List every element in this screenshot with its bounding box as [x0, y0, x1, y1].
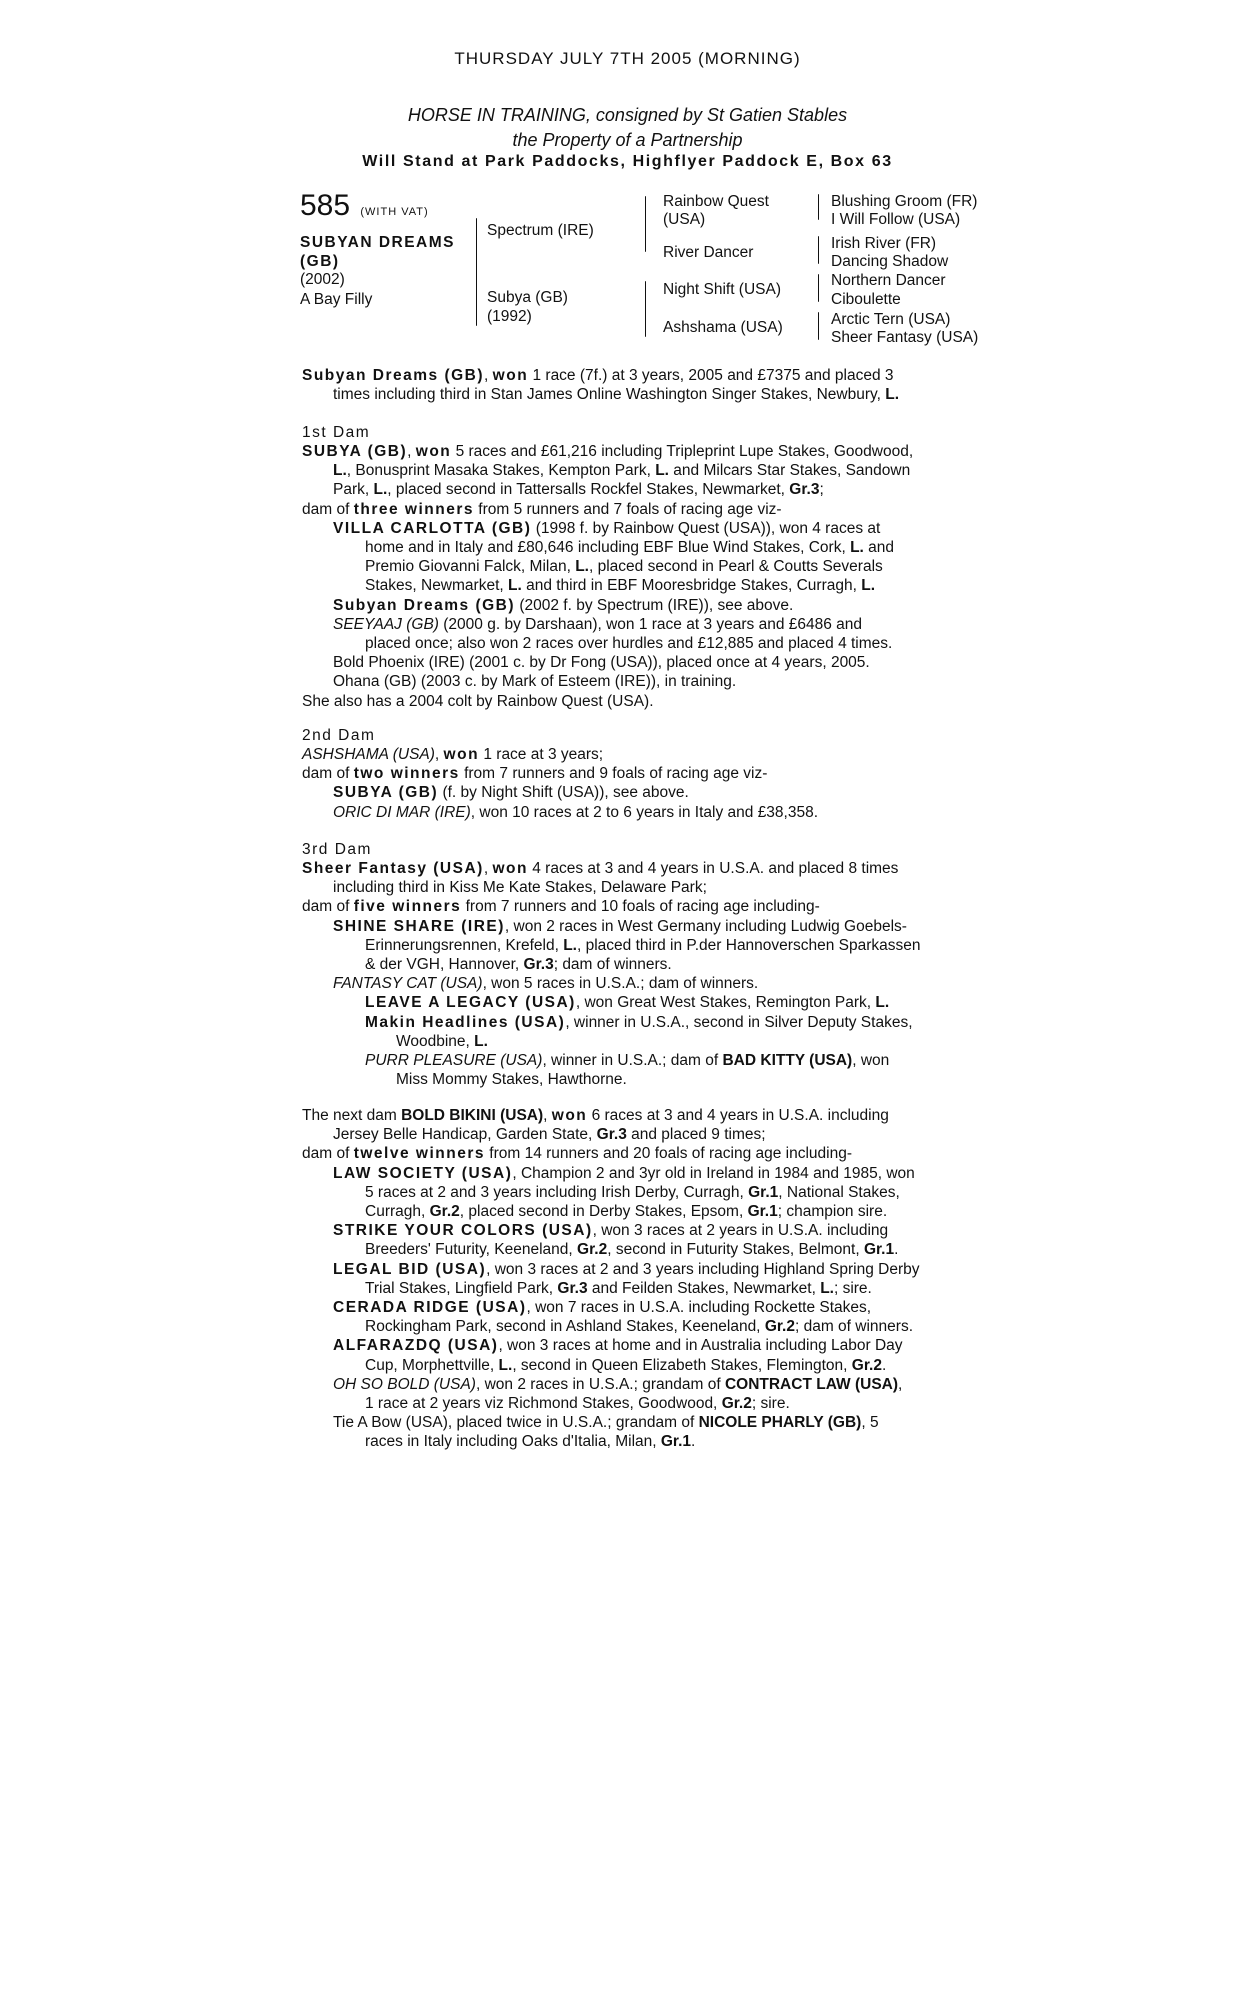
text-run: and Feilden Stakes, Newmarket, — [587, 1279, 821, 1297]
dam-name-ref: SUBYA (GB) — [302, 443, 408, 460]
text-run: from 14 runners and 20 foals of racing age including- — [484, 1145, 853, 1163]
text-run: , — [484, 367, 493, 384]
sd-dam: Dancing Shadow — [831, 253, 949, 270]
ss-sire: Blushing Groom (FR) — [831, 193, 978, 210]
line — [302, 1013, 962, 1032]
progeny-name: LEGAL BID (USA) — [333, 1260, 487, 1278]
grade-label: L. — [861, 577, 876, 595]
text-run: , 5 — [861, 1414, 879, 1432]
text-run: three winners — [353, 500, 474, 518]
text-run: 1 race (7f.) at 3 years, 2005 and £7375 and placed 3 — [528, 367, 894, 384]
pedigree-brace — [818, 274, 819, 302]
text-run: ; dam of winners. — [553, 956, 672, 974]
text-run: The next dam — [302, 1107, 402, 1124]
sd-sire: Irish River (FR) — [831, 235, 937, 252]
text-run: , — [434, 746, 444, 763]
text-run: , placed second in Pearl & Coutts Severals — [588, 558, 883, 576]
line — [302, 897, 962, 916]
line — [302, 557, 962, 576]
grade-label: Gr.2 — [429, 1203, 460, 1221]
text-run: won — [492, 367, 529, 384]
text-run: , winner in U.S.A.; dam of — [542, 1052, 723, 1070]
line — [302, 519, 962, 538]
text-run: , won 3 races at home and in Australia including Labor Day — [498, 1337, 903, 1355]
first-dam-heading: 1st Dam — [302, 424, 371, 441]
line — [302, 461, 962, 480]
line — [302, 803, 962, 822]
text-run: won — [443, 746, 480, 763]
grade-label: Gr.2 — [721, 1395, 752, 1413]
line — [302, 692, 962, 711]
dam-sire: Night Shift (USA) — [663, 281, 782, 298]
text-run: , placed third in P.der Hannoverschen Sparkassen — [576, 936, 921, 954]
sire-dam: River Dancer — [663, 244, 754, 261]
grade-label: L. — [474, 1032, 488, 1050]
line — [302, 859, 962, 878]
dam-name: Subya (GB) — [487, 289, 568, 306]
lot-number: 585 — [300, 189, 351, 222]
progeny-name: STRIKE YOUR COLORS (USA) — [333, 1222, 593, 1240]
line — [302, 1032, 962, 1051]
text-run: Tie A Bow (USA), placed twice in U.S.A.; grandam of — [333, 1414, 699, 1432]
text-run: , — [407, 443, 416, 460]
dam-year: (1992) — [487, 308, 532, 325]
progeny-name: SUBYA (GB) — [333, 784, 439, 802]
text-run: from 7 runners and 9 foals of racing age viz- — [459, 765, 768, 783]
text-run: dam of — [302, 765, 354, 783]
text-run: 1 race at 2 years viz Richmond Stakes, Goodwood, — [365, 1395, 722, 1413]
line — [302, 1413, 962, 1432]
pedigree-brace — [476, 218, 477, 326]
line — [302, 878, 962, 897]
text-run: , National Stakes, — [778, 1183, 900, 1201]
line — [302, 1202, 962, 1221]
grade-label: L. — [373, 481, 388, 499]
dd-dam: Sheer Fantasy (USA) — [831, 329, 979, 346]
progeny-name: VILLA CARLOTTA (GB) — [333, 519, 532, 537]
second-dam-heading: 2nd Dam — [302, 727, 376, 744]
line — [302, 1125, 962, 1144]
line — [302, 936, 962, 955]
sale-date: THURSDAY JULY 7TH 2005 (MORNING) — [454, 49, 801, 68]
text-run: including third in Kiss Me Kate Stakes, Delaware Park; — [333, 879, 707, 897]
first-dam-section — [302, 442, 962, 711]
text-run: races in Italy including Oaks d'Italia, Milan, — [365, 1433, 661, 1451]
text-run: ; dam of winners. — [794, 1318, 914, 1336]
progeny-name: BAD KITTY (USA) — [722, 1052, 853, 1070]
line — [302, 1394, 962, 1413]
progeny-name: PURR PLEASURE (USA) — [365, 1052, 543, 1070]
grade-label: L. — [333, 462, 347, 480]
text-run: (1998 f. by Rainbow Quest (USA)), won 4 races at — [531, 519, 881, 537]
progeny-name: SHINE SHARE (IRE) — [333, 917, 505, 935]
property-line: the Property of a Partnership — [512, 130, 743, 150]
line — [302, 1375, 962, 1394]
grade-label: Gr.2 — [764, 1318, 795, 1336]
line — [302, 1260, 962, 1279]
text-run: , won 2 races in West Germany including Ludwig Goebels- — [504, 917, 907, 935]
grade-label: Gr.1 — [747, 1203, 778, 1221]
text-run: 5 races and £61,216 including Tripleprint Lupe Stakes, Goodwood, — [451, 443, 914, 460]
line — [302, 1164, 962, 1183]
text-run: , won 7 races in U.S.A. including Rockette Stakes, — [526, 1299, 872, 1317]
progeny-name: SEEYAAJ (GB) — [333, 615, 439, 633]
line — [302, 596, 962, 615]
line — [302, 500, 962, 519]
text-run: from 7 runners and 10 foals of racing age including- — [461, 898, 820, 916]
line — [302, 1240, 962, 1259]
text-run: Woodbine, — [396, 1032, 475, 1050]
progeny-name: CERADA RIDGE (USA) — [333, 1299, 527, 1317]
text-run: 4 races at 3 and 4 years in U.S.A. and placed 8 times — [527, 860, 899, 877]
grade-label: L. — [508, 577, 522, 595]
text-run: and — [863, 539, 895, 557]
line — [302, 974, 962, 993]
text-run: She also has a 2004 colt by Rainbow Quest (USA). — [302, 692, 654, 710]
line — [302, 1106, 962, 1125]
text-run: from 5 runners and 7 foals of racing age viz- — [473, 500, 782, 518]
text-run: & der VGH, Hannover, — [365, 956, 524, 974]
text-run: times including third in Stan James Online Washington Singer Stakes, Newbury, — [333, 386, 886, 404]
line — [302, 672, 962, 691]
text-run: , won 3 races at 2 and 3 years including Highland Spring Derby — [486, 1260, 920, 1278]
grade-label: L. — [820, 1279, 834, 1297]
text-run: Park, — [333, 481, 374, 499]
line — [302, 1336, 962, 1355]
grade-label: L. — [563, 936, 577, 954]
text-run: and Milcars Star Stakes, Sandown — [669, 462, 911, 480]
text-run: Curragh, — [365, 1203, 430, 1221]
grade-label: L. — [885, 386, 900, 404]
text-run: Ohana (GB) (2003 c. by Mark of Esteem (IRE)), in training. — [333, 673, 737, 691]
ds-sire: Northern Dancer — [831, 272, 946, 289]
line — [302, 1144, 962, 1163]
text-run: two winners — [353, 765, 460, 783]
horse-description: A Bay Filly — [300, 291, 373, 308]
text-run: ; champion sire. — [777, 1203, 888, 1221]
grade-label: Gr.3 — [523, 956, 554, 974]
third-dam-heading: 3rd Dam — [302, 841, 372, 858]
lot-summary — [302, 366, 962, 404]
line — [302, 783, 962, 802]
progeny-name: ORIC DI MAR (IRE) — [333, 803, 471, 821]
text-run: Jersey Belle Handicap, Garden State, — [333, 1126, 597, 1144]
text-run: , — [543, 1107, 552, 1124]
progeny-name: CONTRACT LAW (USA) — [724, 1375, 899, 1393]
grade-label: L. — [850, 539, 864, 557]
dam-name-ref: ASHSHAMA (USA) — [302, 746, 435, 763]
text-run: , — [898, 1375, 903, 1393]
pedigree-brace — [818, 312, 819, 340]
text-run: 1 race at 3 years; — [479, 746, 604, 763]
dam-name-ref: BOLD BIKINI (USA) — [401, 1107, 544, 1124]
line — [302, 1432, 962, 1451]
text-run: and third in EBF Mooresbridge Stakes, Curragh, — [521, 577, 862, 595]
horse-name-ref: Subyan Dreams (GB) — [302, 367, 485, 384]
line — [302, 442, 962, 461]
lot-number-row — [300, 190, 429, 222]
text-run: Miss Mommy Stakes, Hawthorne. — [396, 1071, 627, 1089]
text-run: and placed 9 times; — [626, 1126, 766, 1144]
text-run: (2000 g. by Darshaan), won 1 race at 3 years and £6486 and — [438, 615, 863, 633]
text-run: , — [483, 860, 493, 877]
grade-label: Gr.2 — [851, 1356, 882, 1374]
horse-name: SUBYAN DREAMS — [300, 234, 456, 251]
text-run: , won 5 races in U.S.A.; dam of winners. — [482, 975, 759, 993]
grade-label: Gr.1 — [748, 1183, 779, 1201]
text-run: placed once; also won 2 races over hurdles and £12,885 and placed 4 times. — [365, 635, 893, 653]
ss-dam: I Will Follow (USA) — [831, 211, 961, 228]
pedigree-brace — [818, 236, 819, 264]
text-run: dam of — [302, 898, 354, 916]
text-run: Premio Giovanni Falck, Milan, — [365, 558, 576, 576]
grade-label: L. — [575, 558, 589, 576]
horse-country: (GB) — [300, 253, 340, 270]
line — [302, 745, 962, 764]
text-run: . — [894, 1241, 899, 1259]
next-dam-section — [302, 1106, 962, 1452]
text-run: , Champion 2 and 3yr old in Ireland in 1984 and 1985, won — [512, 1164, 915, 1182]
pedigree-brace — [645, 281, 646, 337]
line — [302, 764, 962, 783]
progeny-name: LEAVE A LEGACY (USA) — [365, 994, 576, 1012]
text-run: 6 races at 3 and 4 years in U.S.A. including — [587, 1107, 889, 1124]
line — [302, 1183, 962, 1202]
progeny-name: LAW SOCIETY (USA) — [333, 1164, 513, 1182]
text-run: ; — [819, 481, 824, 499]
line — [302, 480, 962, 499]
line — [302, 1279, 962, 1298]
text-run: , won Great West Stakes, Remington Park, — [575, 994, 876, 1012]
progeny-name: Makin Headlines (USA) — [365, 1013, 566, 1031]
text-run: , placed second in Derby Stakes, Epsom, — [459, 1203, 748, 1221]
line — [302, 615, 962, 634]
line — [302, 1298, 962, 1317]
progeny-name: OH SO BOLD (USA) — [333, 1375, 476, 1393]
text-run: ; sire. — [833, 1279, 872, 1297]
grade-label: Gr.3 — [789, 481, 820, 499]
text-run: , second in Queen Elizabeth Stakes, Flemington, — [512, 1356, 852, 1374]
text-run: Trial Stakes, Lingfield Park, — [365, 1279, 558, 1297]
text-run: dam of — [302, 500, 354, 518]
sire-sire: Rainbow Quest — [663, 193, 769, 210]
progeny-name: Subyan Dreams (GB) — [333, 596, 516, 614]
text-run: (f. by Night Shift (USA)), see above. — [438, 784, 689, 802]
line — [302, 993, 962, 1012]
progeny-name: ALFARAZDQ (USA) — [333, 1337, 499, 1355]
grade-label: L. — [875, 994, 890, 1012]
second-dam-section — [302, 745, 962, 822]
text-run: (2002 f. by Spectrum (IRE)), see above. — [515, 596, 794, 614]
dd-sire: Arctic Tern (USA) — [831, 311, 951, 328]
text-run: , placed second in Tattersalls Rockfel Stakes, Newmarket, — [387, 481, 790, 499]
text-run: five winners — [353, 898, 462, 916]
dam-dam: Ashshama (USA) — [663, 319, 783, 336]
grade-label: Gr.1 — [660, 1433, 692, 1451]
line — [302, 1356, 962, 1375]
text-run: Breeders' Futurity, Keeneland, — [365, 1241, 578, 1259]
text-run: 5 races at 2 and 3 years including Irish Derby, Curragh, — [365, 1183, 749, 1201]
grade-label: L. — [498, 1356, 513, 1374]
text-run: , won 3 races at 2 years in U.S.A. including — [592, 1222, 889, 1240]
grade-label: Gr.3 — [596, 1126, 627, 1144]
text-run: won — [492, 860, 528, 877]
line — [302, 1070, 962, 1089]
grade-label: L. — [655, 462, 669, 480]
text-run: , won 2 races in U.S.A.; grandam of — [475, 1375, 725, 1393]
line — [302, 1221, 962, 1240]
text-run: Bold Phoenix (IRE) (2001 c. by Dr Fong (USA)), placed once at 4 years, 2005. — [333, 654, 870, 672]
text-run: , second in Futurity Stakes, Belmont, — [607, 1241, 864, 1259]
stand-location: Will Stand at Park Paddocks, Highflyer Paddock E, Box 63 — [362, 153, 893, 170]
third-dam-section — [302, 859, 962, 1089]
text-run: Cup, Morphettville, — [365, 1356, 499, 1374]
sire-name: Spectrum (IRE) — [487, 222, 594, 239]
grade-label: Gr.2 — [577, 1241, 608, 1259]
foaling-year: (2002) — [300, 271, 345, 288]
pedigree-brace — [645, 196, 646, 252]
ds-dam: Ciboulette — [831, 291, 901, 308]
line — [302, 634, 962, 653]
text-run: . — [691, 1433, 696, 1451]
text-run: won — [415, 443, 452, 460]
grade-label: Gr.1 — [863, 1241, 895, 1259]
progeny-name: NICOLE PHARLY (GB) — [698, 1414, 862, 1432]
text-run: ; sire. — [751, 1395, 790, 1413]
progeny-name: FANTASY CAT (USA) — [333, 975, 483, 993]
text-run: , won — [852, 1052, 890, 1070]
line — [302, 653, 962, 672]
consignment-line: HORSE IN TRAINING, consigned by St Gatien Stables — [407, 105, 848, 125]
text-run: twelve winners — [353, 1145, 485, 1163]
text-run: won — [551, 1107, 588, 1124]
text-run: Erinnerungsrennen, Krefeld, — [365, 936, 564, 954]
grade-label: Gr.3 — [557, 1279, 588, 1297]
text-run: Stakes, Newmarket, — [365, 577, 508, 595]
line — [302, 1051, 962, 1070]
line — [302, 955, 962, 974]
sire-sire-country: (USA) — [663, 211, 706, 228]
text-run: home and in Italy and £80,646 including EBF Blue Wind Stakes, Cork, — [365, 539, 851, 557]
text-run: , Bonusprint Masaka Stakes, Kempton Park, — [346, 462, 656, 480]
line — [302, 576, 962, 595]
text-run: . — [881, 1356, 887, 1374]
line — [302, 1317, 962, 1336]
pedigree-brace — [818, 194, 819, 220]
text-run: , won 10 races at 2 to 6 years in Italy and £38,358. — [470, 803, 819, 821]
line — [302, 917, 962, 936]
vat-note: (WITH VAT) — [360, 206, 429, 218]
text-run: Rockingham Park, second in Ashland Stakes, Keeneland, — [365, 1318, 765, 1336]
text-run: , winner in U.S.A., second in Silver Deputy Stakes, — [565, 1013, 913, 1031]
line — [302, 538, 962, 557]
text-run: dam of — [302, 1145, 354, 1163]
dam-name-ref: Sheer Fantasy (USA) — [302, 860, 484, 877]
